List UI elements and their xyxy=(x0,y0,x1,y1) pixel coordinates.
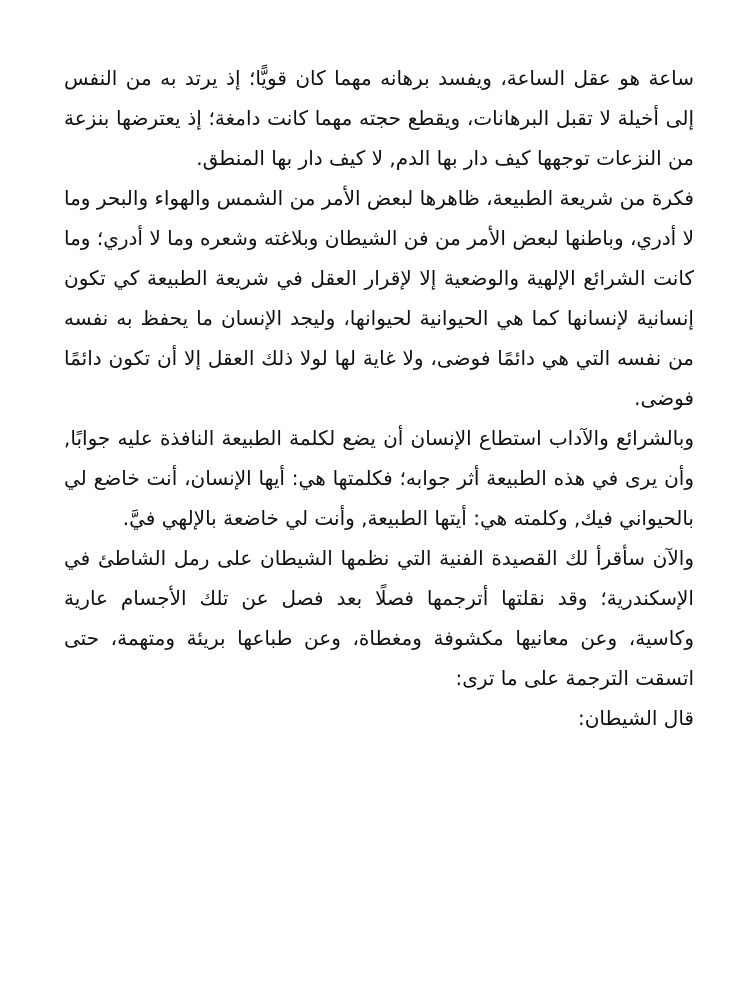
document-page xyxy=(64,58,694,738)
paragraph-4: والآن سأقرأ لك القصيدة الفنية التي نظمها الشيطان على رمل الشاطئ في الإسكندرية؛ وقد نقلتها أترجمها فصلًا بعد فصل عن تلك الأجسام عارية وكاسية، وعن معانيها مكشوفة ومغطاة، وعن طباعها بريئة ومتهمة، حتى اتسقت الترجمة على ما ترى: xyxy=(64,546,694,690)
paragraph-2: فكرة من شريعة الطبيعة، ظاهرها لبعض الأمر من الشمس والهواء والبحر وما لا أدري، وباطنها لبعض الأمر من فن الشيطان وبلاغته وشعره وما لا أدري؛ وما كانت الشرائع الإلهية والوضعية إلا لإقرار العقل في شريعة الطبيعة كي تكون إنسانية لإنسانها كما هي الحيوانية لحيوانها، وليجد الإنسان ما يحفظ به نفسه من نفسه التي هي دائمًا فوضى، ولا غاية لها لولا ذلك العقل إلا أن تكون دائمًا فوضى. xyxy=(64,186,694,410)
paragraph-5: قال الشيطان: xyxy=(578,706,694,730)
paragraph-3: وبالشرائع والآداب استطاع الإنسان أن يضع لكلمة الطبيعة النافذة عليه جوابًا, وأن يرى في هذه الطبيعة أثر جوابه؛ فكلمتها هي: أيها الإنسان، أنت خاضع لي بالحيواني فيك, وكلمته هي: أيتها الطبيعة, وأنت لي خاضعة بالإلهي فيَّ. xyxy=(64,426,694,530)
paragraph-1: ساعة هو عقل الساعة، ويفسد برهانه مهما كان قويًّا؛ إذ يرتد به من النفس إلى أخيلة لا تقبل البرهانات، ويقطع حجته مهما كانت دامغة؛ إذ يعترضها بنزعة من النزعات توجهها كيف دار بها الدم, لا كيف دار بها المنطق. xyxy=(64,66,694,170)
